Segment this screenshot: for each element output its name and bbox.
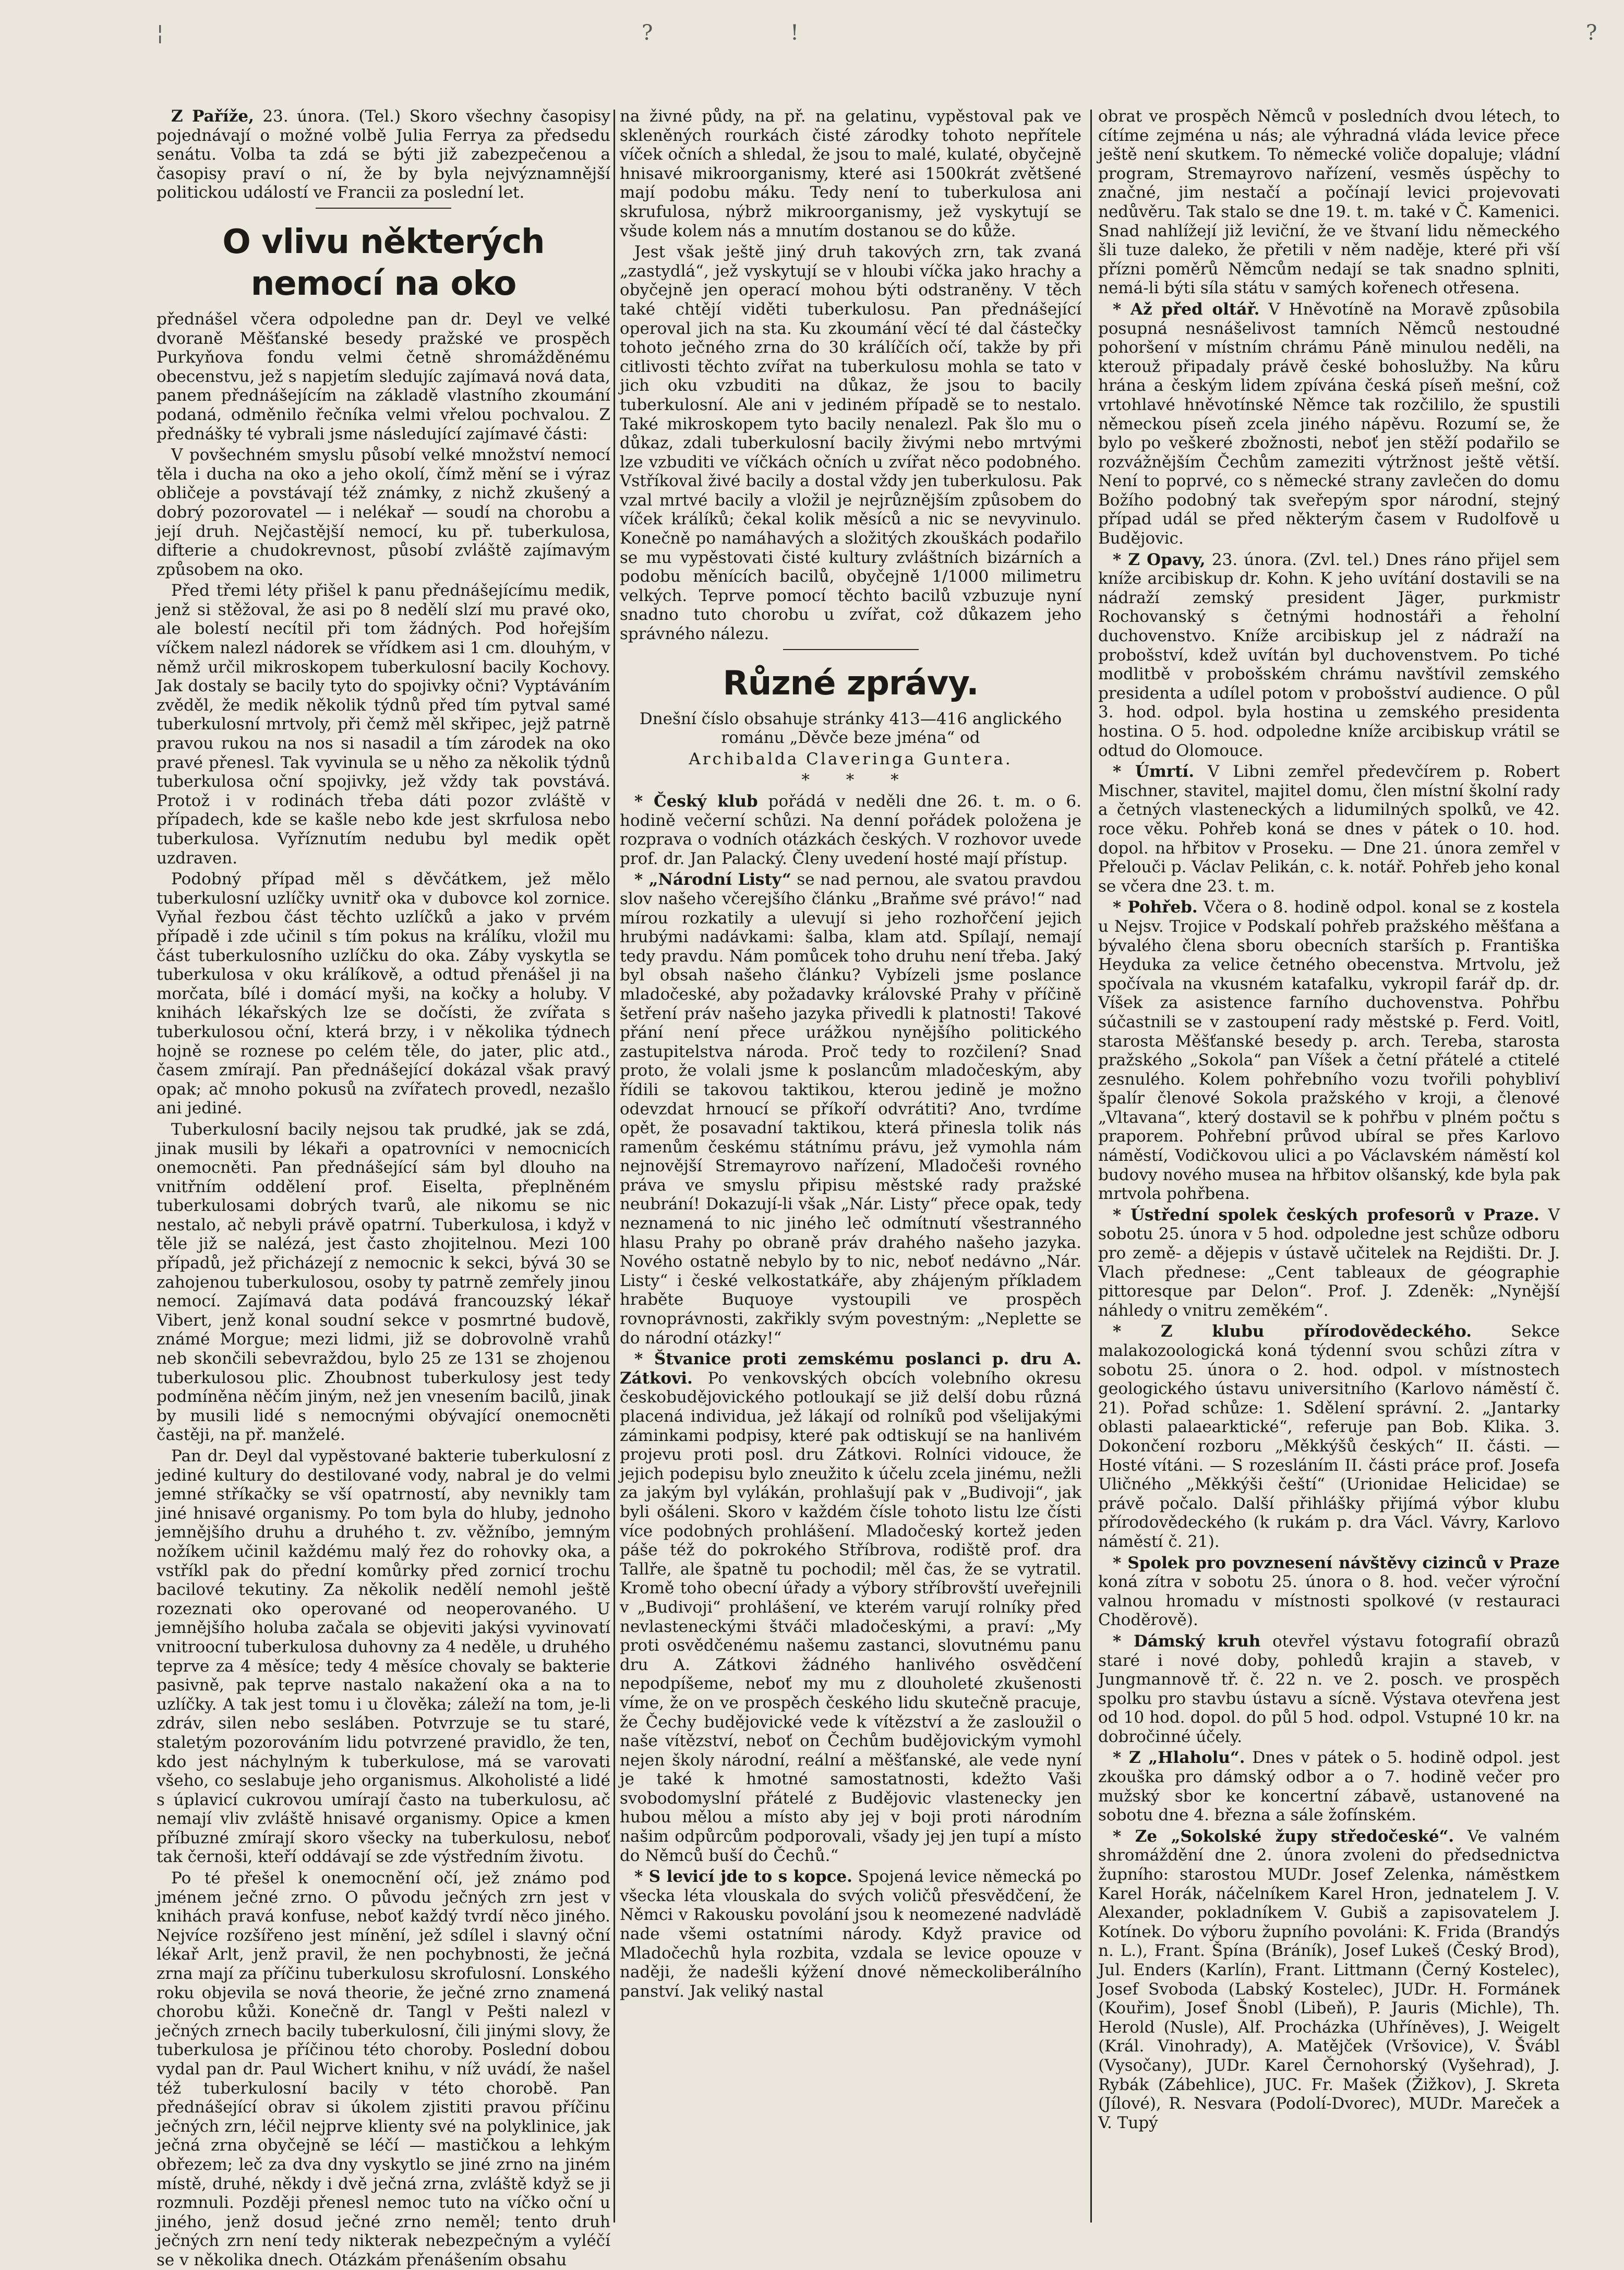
article-paragraph: na živné půdy, na př. na gelatinu, vypěstoval pak ve skleněných rourkách čisté zárodky tohoto nepřítele víček očních a shledal, že jsou to malé, kulaté, obyčejně hnisavé mikroorganismy, které asi 1500krát zvětšené mají podobu máku. Tedy není to tuberkulosa ani skrufulosa, nýbrž mikroorganismy, jež vyskytují se všude kolem nás a mnutím dostanou se do kůže. bbox=[620, 107, 1081, 241]
news-lead: * Z „Hlaholu“. bbox=[1113, 1748, 1245, 1768]
news-text: 23. února. (Zvl. tel.) Dnes ráno přijel sem kníže arcibiskup dr. Kohn. K jeho uvítání dostavili se na nádraží zemský president Jäger, purkmistr Rochovanský s četnými hodnostáři a řeholní duchovenstvo. Kníže arcibiskup jel z nádraží na probošství, kdež uvítán byl duchovenstvem. Po tiché modlitbě v probošském chrámu navštívil zemského presidenta a udílel potom v probošství audience. O půl 3. hod. odpol. byla hostina u zemského presidenta hostina. O 5. hod. odpoledne kníže arcibiskup vrátil se odtud do Olomouce. bbox=[1098, 550, 1560, 760]
feuilleton-author: Archibalda Claveringa Guntera. bbox=[689, 749, 1013, 768]
news-lead: * Spolek pro povznesení návštěvy cizinců v Praze bbox=[1113, 1553, 1560, 1572]
column-2 bbox=[620, 107, 1081, 2225]
news-item bbox=[1098, 1206, 1560, 1320]
news-text: V sobotu 25. února v 5 hod. odpoledne jest schůze odboru pro země- a dějepis v ústavě učitelek na Rejdišti. Dr. J. Vlach přednese: „Cent tableaux de géographie pittoresque par Delon“. Prof. J. Zdeněk: „Nynější náhledy o vnitru zeměkém“. bbox=[1098, 1205, 1560, 1320]
news-lead: * Ze „Sokolské župy středočeské“. bbox=[1113, 1827, 1454, 1846]
news-text: Ve valném shromáždění dne 2. února zvoleni do předsednictva župního: starostou MUDr. Josef Zelenka, náměstkem Karel Horák, náčelníkem Karel Hron, jednatelem J. V. Alexander, pokladníkem V. Gubiš a zapisovatelem J. Kotínek. Do výboru župního povoláni: K. Frida (Brandýs n. L.), Frant. Špína (Bráník), Josef Lukeš (Český Brod), Jul. Enders (Karlín), Frant. Littmann (Černý Kostelec), Josef Svoboda (Labský Kostelec), JUDr. H. Formánek (Kouřim), Josef Šnobl (Libeň), P. Jauris (Michle), Th. Herold (Nusle), Alf. Procházka (Uhříněves), J. Weigelt (Král. Vinohrady), A. Matějček (Vršovice), V. Švábl (Vysočany), JUDr. Karel Černohorský (Vyšehrad), J. Rybák (Zábehlice), JUC. Fr. Mašek (Žižkov), J. Skreta (Jílové), R. Nesvara (Podolí-Dvorec), MUDr. Mareček a V. Tupý bbox=[1098, 1827, 1560, 2132]
article-paragraph: Jest však ještě jiný druh takových zrn, tak zvaná „zastydlá“, jež vyskytují se v hloubi víčka jako hrachy a obyčejně jen operací mohou býti odstraněny. V těch také chtějí viděti tuberkulosu. Pan přednášející operoval jich na sta. Ku zkoumání věcí té dal částečky tohoto ječného zrna do 30 králíčích očí, takže by při citlivosti těchto zvířat na tuberkulosu mohla se tato v jich oku vzbuditi na důkaz, že jsou to bacily tuberkulosní. Ale ani v jediném případě se to nestalo. Také mikroskopem tyto bacily nenalezl. Pak šlo mu o důkaz, zdali tuberkulosní bacily živými nebo mrtvými lze vzbuditi ve víčkách očních u zvířat něco podobného. Vstříkoval živé bacily a dostal vždy jen tuberkulosu. Pak vzal mrtvé bacily a vložil je nejrůznějším způsobem do víček králíků; čekal kolik měsíců a nic se nevyvinulo. Konečně po namáhavých a složitých zkouškách podařilo se mu vypěstovati čisté kultury zvláštních bizárních a podobu měnících bacilů, obyčejně 1/1000 milimetru velkých. Teprve pomocí těchto bacilů vzbuzuje nyní snadno tuto chorobu u zvířat, což důkazem jeho správného nálezu. bbox=[620, 243, 1081, 644]
section-title-news: Různé zprávy. bbox=[723, 664, 979, 703]
article-paragraph: Po té přešel k onemocnění očí, jež známo pod jménem ječné zrno. O původu ječných zrn jest v knihách pravá konfuse, neboť každý tvrdí něco jiného. Nejvíce rozšířeno jest mínění, jež sdílel i slavný oční lékař Arlt, jenž pravil, že nen pochybnosti, že ječná zrna mají za příčinu tuberkulosu skrofulosní. Lonského roku objevila se nová theorie, že ječné zrno znamená chorobu kůži. Konečně dr. Tangl v Pešti nalezl v ječných zrnech bacily tuberkulosní, čili jinými slovy, že tuberkulosa je příčinou této choroby. Poslední dobou vydal pan dr. Paul Wichert knihu, v níž uvádí, že našel též tuberkulosní bacily v této chorobě. Pan přednášející obrav si úkolem zjistiti pravou příčinu ječných zrn, léčil nejprve klienty své na polyklinice, jak ječná zrna obyčejně se léčí — mastičkou a lehkým obřezem; leč za dva dny vyskytlo se jiné zrno na jiném místě, druhé, někdy i dvě ječná zrna, zvláště když se ji rozmnuli. Později přenesl nemoc tuto na víčko oční u jiného, jenž dosud ječné zrno neměl; tento druh ječných zrn není tedy nikterak nebezpečným a vyléčí se v několika dnech. Otázkám přenášením obsahu bbox=[157, 1869, 610, 2269]
paris-lead: Z Paříže, bbox=[171, 107, 254, 126]
edge-mark-middle1: ? bbox=[642, 21, 653, 45]
article-paragraph: Podobný případ měl s děvčátkem, jež mělo tuberkulosní uzlíčky uvnitř oka v dubovce kol zornice. Vyňal řezbou část těchto uzlíčků a jako v prvém případě i zde učinil s tím pokus na králíku, vložil mu část tuberkulosního uzlíčku do oka. Záby vyskytla se tuberkulosa v oku králíkově, a odtud přenášel ji na morčata, bílé i domácí myši, na kočky a holuby. V knihách lékařských lze se dočísti, že zvířata s tuberkulosou oční, která brzy, i v několika týdnech hojně se roznese po celém těle, do jater, plic atd., časem zmírají. Pan přednášející dokázal však pravý opak; ač mnoho pokusů na zvířatech provedl, nezašlo ani jediné. bbox=[157, 870, 610, 1118]
article-paragraph: Tuberkulosní bacily nejsou tak prudké, jak se zdá, jinak musili by lékaři a opatrovníci v nemocnicích onemocněti. Pan přednášející sám byl dlouho na vnitřním oddělení prof. Eiselta, přeplněném tuberkulosami dobrých tvarů, ale nikomu se nic nestalo, ač nebyli právě opatrní. Tuberkulosa, i když v těle již se nalézá, jest často zhojitelnou. Mezi 100 případů, jež přicházejí z nemocnic k sekci, bývá 30 se zahojenou tuberkulosou, osoby ty patrně zemřely jinou nemocí. Zajímavá data podává francouzský lékař Vibert, jenž konal soudní sekce v posmrtné budově, známé Morgue; mezi lidmi, již se dobrovolně vrahů neb skončili sebevraždou, bylo 25 ze 131 se zhojenou tuberkulosou plic. Zhoubnost tuberkulosy jest tedy podmíněna něčím jiným, než jen vnesením bacilů, jinak by musili lidé s nemocnými obývající onemocněti častěji, na př. manželé. bbox=[157, 1120, 610, 1445]
news-item bbox=[1098, 550, 1560, 761]
news-lead: * Z Opavy, bbox=[1113, 550, 1206, 569]
news-item bbox=[1098, 1322, 1560, 1551]
news-item bbox=[620, 1350, 1081, 1865]
news-item bbox=[1098, 762, 1560, 896]
news-item bbox=[620, 792, 1081, 868]
news-text: otevřel výstavu fotografií obrazů staré i nové doby, pohledů krajin a staveb, v Jungmannově tř. č. 22 n. ve 2. posch. ve prospěch spolku pro stavbu ústavu a sícně. Výstava otevřena jest od 10 hod. dopol. do půl 5 hod. odpol. Vstupné 10 kr. na dobročinné účely. bbox=[1098, 1631, 1560, 1746]
news-lead: * Až před oltář. bbox=[1113, 299, 1260, 319]
news-text: koná zítra v sobotu 25. února o 8. hod. večer výroční valnou hromadu v místnosti spolkové (v restauraci Choděrově). bbox=[1098, 1572, 1560, 1630]
news-item bbox=[1098, 1632, 1560, 1747]
news-text: Včera o 8. hodině odpol. konal se z kostela u Nejsv. Trojice v Podskalí pohřeb pražského měšťana a bývalého člena sboru obecních starších p. Františka Heyduka za velice četného obecenstva. Mrtvolu, jež spočívala na vkusném katafalku, vykropil farář dp. dr. Víšek za asistence farního duchovenstva. Pohřbu súčastnili se v zastoupení rady městské p. Ferd. Voitl, starosta Měšťanské besedy p. arch. Tereba, starosta pražského „Sokola“ pan Víšek a četní přátelé a ctitelé zesnulého. Kolem pohřebního vozu tvořili pohybliví špalír členové Sokola pražského v kroji, a členové „Vltavana“, který dostavil se k pohřbu v plném počtu s praporem. Pohřební průvod ubíral se přes Karlovo náměstí, Vodičkovou ulici a po Václavském náměstí kol budovy nového musea na hřbitov olšanský, kde byla pak mrtvola pohřbena. bbox=[1098, 898, 1560, 1204]
divider bbox=[316, 208, 451, 209]
article-title-eye: O vlivu některých nemocí na oko bbox=[222, 222, 545, 303]
news-text: pořádá v neděli dne 26. t. m. o 6. hodině večerní schůzi. Na denní pořádek položena je rozprava o vodních otázkách českých. V rozhovor uvede prof. dr. Jan Palacký. Členy uvedení hosté mají přístup. bbox=[620, 792, 1082, 868]
news-text: Spojená levice německá po všecka léta vlouskala do svých voličů přesvědčení, že Němci v Rakousku povolání jsou k neomezené nadvládě nade všemi ostatními národy. Když pravice od Mladočechů hyla rozbita, vzdala se levice opouze v naději, že nadešli kýžení dnové německoliberálního panství. Jak veliký nastal bbox=[620, 1867, 1081, 2001]
edge-mark-left: ¦ bbox=[157, 21, 164, 45]
news-lead: * Český klub bbox=[634, 792, 758, 811]
column-1 bbox=[157, 107, 610, 2269]
article-paragraph: V povšechném smyslu působí velké množství nemocí těla i ducha na oko a jeho okolí, čímž mění se i výraz obličeje a povstávají též známky, z nichž zkušený a dobrý pozorovatel — i nelékař — soudí na chorobu a její druh. Nejčastější nemocí, ku př. tuberkulosa, difterie a chudokrevnost, působí zvláště zajímavým způsobem na oko. bbox=[157, 446, 610, 579]
news-item bbox=[1098, 1827, 1560, 2133]
paris-text: 23. února. (Tel.) Skoro všechny časopisy pojednávají o možné volbě Julia Ferrya za předsedu senátu. Volba ta zdá se býti již zabezpečenou a časopisy praví o ní, že by byla nejvýznamnější politickou událostí ve Francii za poslední let. bbox=[157, 107, 610, 202]
news-item bbox=[1098, 1748, 1560, 1824]
news-lead: * Štvanice proti zemskému poslanci p. dru A. Zátkovi. bbox=[620, 1350, 1081, 1388]
news-lead: * Dámský kruh bbox=[1113, 1631, 1261, 1651]
article-paragraph: přednášel včera odpoledne pan dr. Deyl ve velké dvoraně Měšťanské besedy pražské ve prospěch Purkyňova fondu velmi četně shromážděnému obecenstvu, jež s napjetím sledujíc zajímavá nová data, panem přednášejícím na základě vlastního zkoumání podaná, odměnilo řečníka velmi vřelou pochvalou. Z přednášky té vybrali jsme následující zajímavé části: bbox=[157, 309, 610, 443]
news-lead: * S levicí jde to s kopce. bbox=[634, 1867, 852, 1887]
news-lead: * Ústřední spolek českých profesorů v Praze. bbox=[1113, 1205, 1539, 1224]
article-paragraph: obrat ve prospěch Němců v posledních dvou létech, to cítíme zejména u nás; ale výhradná vláda levice přece ještě není skutkem. To německé voliče dopaluje; vládní program, Stremayrovo nařízení, vesměs úspěchy to značné, jim nestačí a počínají levici projevovati nedůvěru. Tak stalo se dne 19. t. m. také v Č. Kamenici. Snad nahlížejí již leviční, že ve štvaní lidu německého šli tuze daleko, že přetili v něm naděje, které při vší přízni poměrů Němcům nedají se tak snadno splniti, nemá-li býti síla státu v samých kořenech otřesena. bbox=[1098, 107, 1560, 298]
feuilleton-note: Dnešní číslo obsahuje stránky 413—416 anglického románu „Děvče beze jména“ od bbox=[639, 709, 1062, 748]
edge-mark-middle2: ! bbox=[790, 21, 799, 45]
article-paragraph: Pan dr. Deyl dal vypěstované bakterie tuberkulosní z jediné kultury do destilované vody, nabral je do velmi jemné stříkačky se vší opatrností, aby nevnikly tam jiné hnisavé organismy. Po tom byla do hluby, jednoho jemnějšího druhu a druhého t. zv. věžníbo, jemným nožíkem učinil každému malý řez do rohovky oka, a vstříkl pak do přední komůrky před zornicí trochu bacilové tekutiny. Za několik nedělí nemohl ještě rozeznati oko operované od neoperovaného. U jemnějšího holuba začala se objeviti jakýsi vyvinovatí vnitroocní tuberkulosa duhovny za 4 neděle, u druhého teprve za 4 měsíce; tedy 4 měsíce chovaly se bakterie pasivně, pak teprve nastalo nakažení oka a na to uzlíčky. A tak jest tomu i u člověka; záleží na tom, je-li zdráv, silen nebo sesláben. Potvrzuje se tu staré, staletým pozorováním lidu potvrzené pravidlo, že ten, kdo jest náchylným k tuberkulose, má se varovati všeho, co seslabuje jeho organismus. Alkoholisté a lidé s úplavicí cukrovou umírají často na tuberkulosu, ač nemají vliv zvláště hnisavé organismy. Opice a kmen příbuzné zmírají skoro všecky na tuberkulosu, neboť tak černoši, kteří oddávají se zde výstředním životu. bbox=[157, 1447, 610, 1867]
article-paragraph: Před třemi léty přišel k panu přednášejícímu medik, jenž si stěžoval, že asi po 8 nedělí slzí mu pravé oko, ale bolestí necítil při tom žádných. Pod hořejším víčkem nalezl nádorek se vřídkem asi 1 cm. dlouhým, v němž určil mikroskopem tuberkulosní bacily Kochovy. Jak dostaly se bacily tyto do spojivky očni? Vyptáváním zvěděl, že medik několik týdnů před tím pytval samé tuberkulosní mrtvoly, při čemž měl skřipec, jejž patrně pravou rukou na nos si nasadil a tím zárodek na oko pravé přenesl. Tak vyvinula se u něho za několik týdnů tuberkulosa oční spojivky, jež vždy tak povstává. Protož i v rodinách třeba dáti pozor zvláště v případech, kde se kašle nebo kde jest skrfulosa nebo tuberkulosa. Vyříznutím nedubu byl medik opět uzdraven. bbox=[157, 581, 610, 868]
news-item bbox=[1098, 1554, 1560, 1630]
news-lead: * „Národní Listy“ bbox=[634, 870, 791, 890]
paris-report bbox=[157, 107, 610, 202]
edge-mark-right: ? bbox=[1586, 21, 1597, 45]
stars-divider: * * * bbox=[801, 771, 915, 790]
news-text: Dnes v pátek o 5. hodině odpol. jest zkouška pro dámský odbor a o 7. hodině večer pro mužský sbor ke koncertní zábavě, ustanovené na sobotu dne 4. března a sále žofínském. bbox=[1098, 1748, 1560, 1825]
news-text: se nad pernou, ale svatou pravdou slov našeho včerejšího článku „Braňme své právo!“ nad mírou rozkatily a ulevují si jeho rozhořčení jejich hrubými nadávkami: šalba, klam atd. Spílají, nemají tedy pravdu. Nám pomůcek toho druhu není třeba. Jaký byl obsah našeho článku? Vybízeli jsme poslance mladočeské, aby požadavky královské Prahy v příčině šetření práv našeho jazyka přivedli k platnosti! Takové přání není přece urážkou nynějšího politického zastupitelstva národa. Proč tedy to rozčilení? Snad proto, že volali jsme k poslancům mladočeským, aby řídili se takovou taktikou, kterou jedině je možno odevzdat hrnoucí se příkoří odvrátiti? Ano, tvrdíme opět, že posavadní taktikou, která přinesla tolik nás ramenům českému státnímu právu, jež vymohla nám nejnovější Stremayrovo nařízení, Mladočeši rovného práva ve smyslu připisu městské rady pražské neubrání! Dokazují-li však „Nár. Listy“ přece opak, tedy neznamená to nic jiného leč odmítnutí všestranného hlasu Prahy po obraně práv drahého našeho jazyka. Nového ostatně nebylo by to nic, neboť nedávno „Nár. Listy“ i české velkostatkáře, aby zhájeným příkladem hraběte Buquoye vystoupili ve prospěch rovnoprávnosti, zakřikly svým povestným: „Neplette se do národní otázky!“ bbox=[620, 870, 1081, 1348]
news-item bbox=[620, 1867, 1081, 2001]
news-text: V Hněvotíně na Moravě způsobila posupná nesnášelivost tamních Němců nestoudné pohoršení v místním chrámu Páně minulou neděli, na kterouž připadaly právě české bohoslužby. Na kůru hrána a českým lidem zpívána česká píseň mešní, což vrtohlavé hněvotínské Němce tak rozčililo, že spustili německou píseň zcela jiného nápěvu. Rozumí se, že bylo po veškeré zbožnosti, neboť jen stěží podařilo se rozvážnějším Čechům zameziti výtržnost ještě větší. Není to poprvé, co s německé strany zavlečen do domu Božího podobný tak sveřepým spor národní, stejný případ udál se před některým časem v Rudolfově u Budějovic. bbox=[1098, 299, 1560, 548]
news-item bbox=[620, 870, 1081, 1348]
news-text: V Libni zemřel předevčírem p. Robert Mischner, stavitel, majitel domu, člen místní školní rady a četných vlasteneckých a lidumilných spolků, ve 42. roce věku. Pohřeb koná se dnes v pátek o 10. hod. dopol. na hřbitov v Proseku. — Dne 21. února zemřel v Přelouči p. Václav Pelikán, c. k. notář. Pohřeb jeho konal se včera dne 23. t. m. bbox=[1098, 762, 1560, 896]
column-3 bbox=[1098, 107, 1560, 2225]
news-text: Po venkovských obcích volebního okresu českobudějovického potloukají se již delší dobu různá placená individua, jež lákají od rolníků pod všelijakými záminkami podpisy, které pak odtiskují se na hanlivém projevu proti posl. dru Zátkovi. Rolníci vidouce, že jejich podepisu bylo zneužito k účelu zcela jinému, nežli za jakým byl vylákán, prohlašují pak v „Budivoji“, jak byli ošáleni. Skoro v každém čísle tohoto listu lze čísti více podobných prohlášení. Mladočeský kortež jeden páše též do pokrokého Stříbrova, rodiště prof. dra Tallře, ale špatně tu pochodil; měl čas, že se vytratil. Kromě toho obecní úřady a výbory stříbrovští uveřejnili v „Budivoji“ prohlášení, ve kterém varují rolníky před nevlasteneckými štváči mladočeskými, a praví: „My proti osvědčenému našemu zastanci, slovutnému panu dru A. Zátkovi žádného hanlivého osvědčení nepodpíšeme, neboť my mu z dlouholeté zkušenosti víme, že on ve prospěch českého lidu skutečně pracuje, že Čechy budějovické vede k vítězství a že zasloužil o naše vítězství, neboť on Čechům budějovickým vymohl nejen školy národní, reální a měšťanské, ale vede nyní je také k hmotné samostatnosti, kdežto Vaši svobodomyslní přátelé z Budějovic vlastenecky jen hubou mělou a místo aby jej v boji proti národním našim odpůrcům podporovali, všady jej jen tupí a místo do Němců buší do Čechů.“ bbox=[620, 1368, 1081, 1865]
news-lead: * Z klubu přírodovědeckého. bbox=[1113, 1322, 1472, 1341]
news-text: Sekce malakozoologická koná týdenní svou schůzi zítra v sobotu 25. února o 2. hod. odpol. v místnostech geologického ústavu universitního (Karlovo náměstí č. 21). Pořad schůze: 1. Sdělení správní. 2. „Jantarky oblasti palaearktické“, referuje pan Bob. Klika. 3. Dokončení rozboru „Měkkýšů českých“ II. části. — Hosté vítáni. — S rozesláním II. části práce prof. Josefa Uličného „Měkkýši čeští“ (Urionidae Helicidae) se právě počalo. Další přihlášky přijímá výbor klubu přírodovědeckého (k rukám p. dra Václ. Vávry, Karlovo náměstí č. 21). bbox=[1098, 1322, 1560, 1551]
news-item bbox=[1098, 898, 1560, 1204]
divider bbox=[783, 649, 919, 650]
news-lead: * Pohřeb. bbox=[1113, 898, 1198, 917]
column-rule-2 bbox=[1090, 110, 1092, 2223]
news-item bbox=[1098, 300, 1560, 548]
news-lead: * Úmrtí. bbox=[1113, 762, 1195, 782]
column-rule-1 bbox=[613, 110, 615, 2223]
